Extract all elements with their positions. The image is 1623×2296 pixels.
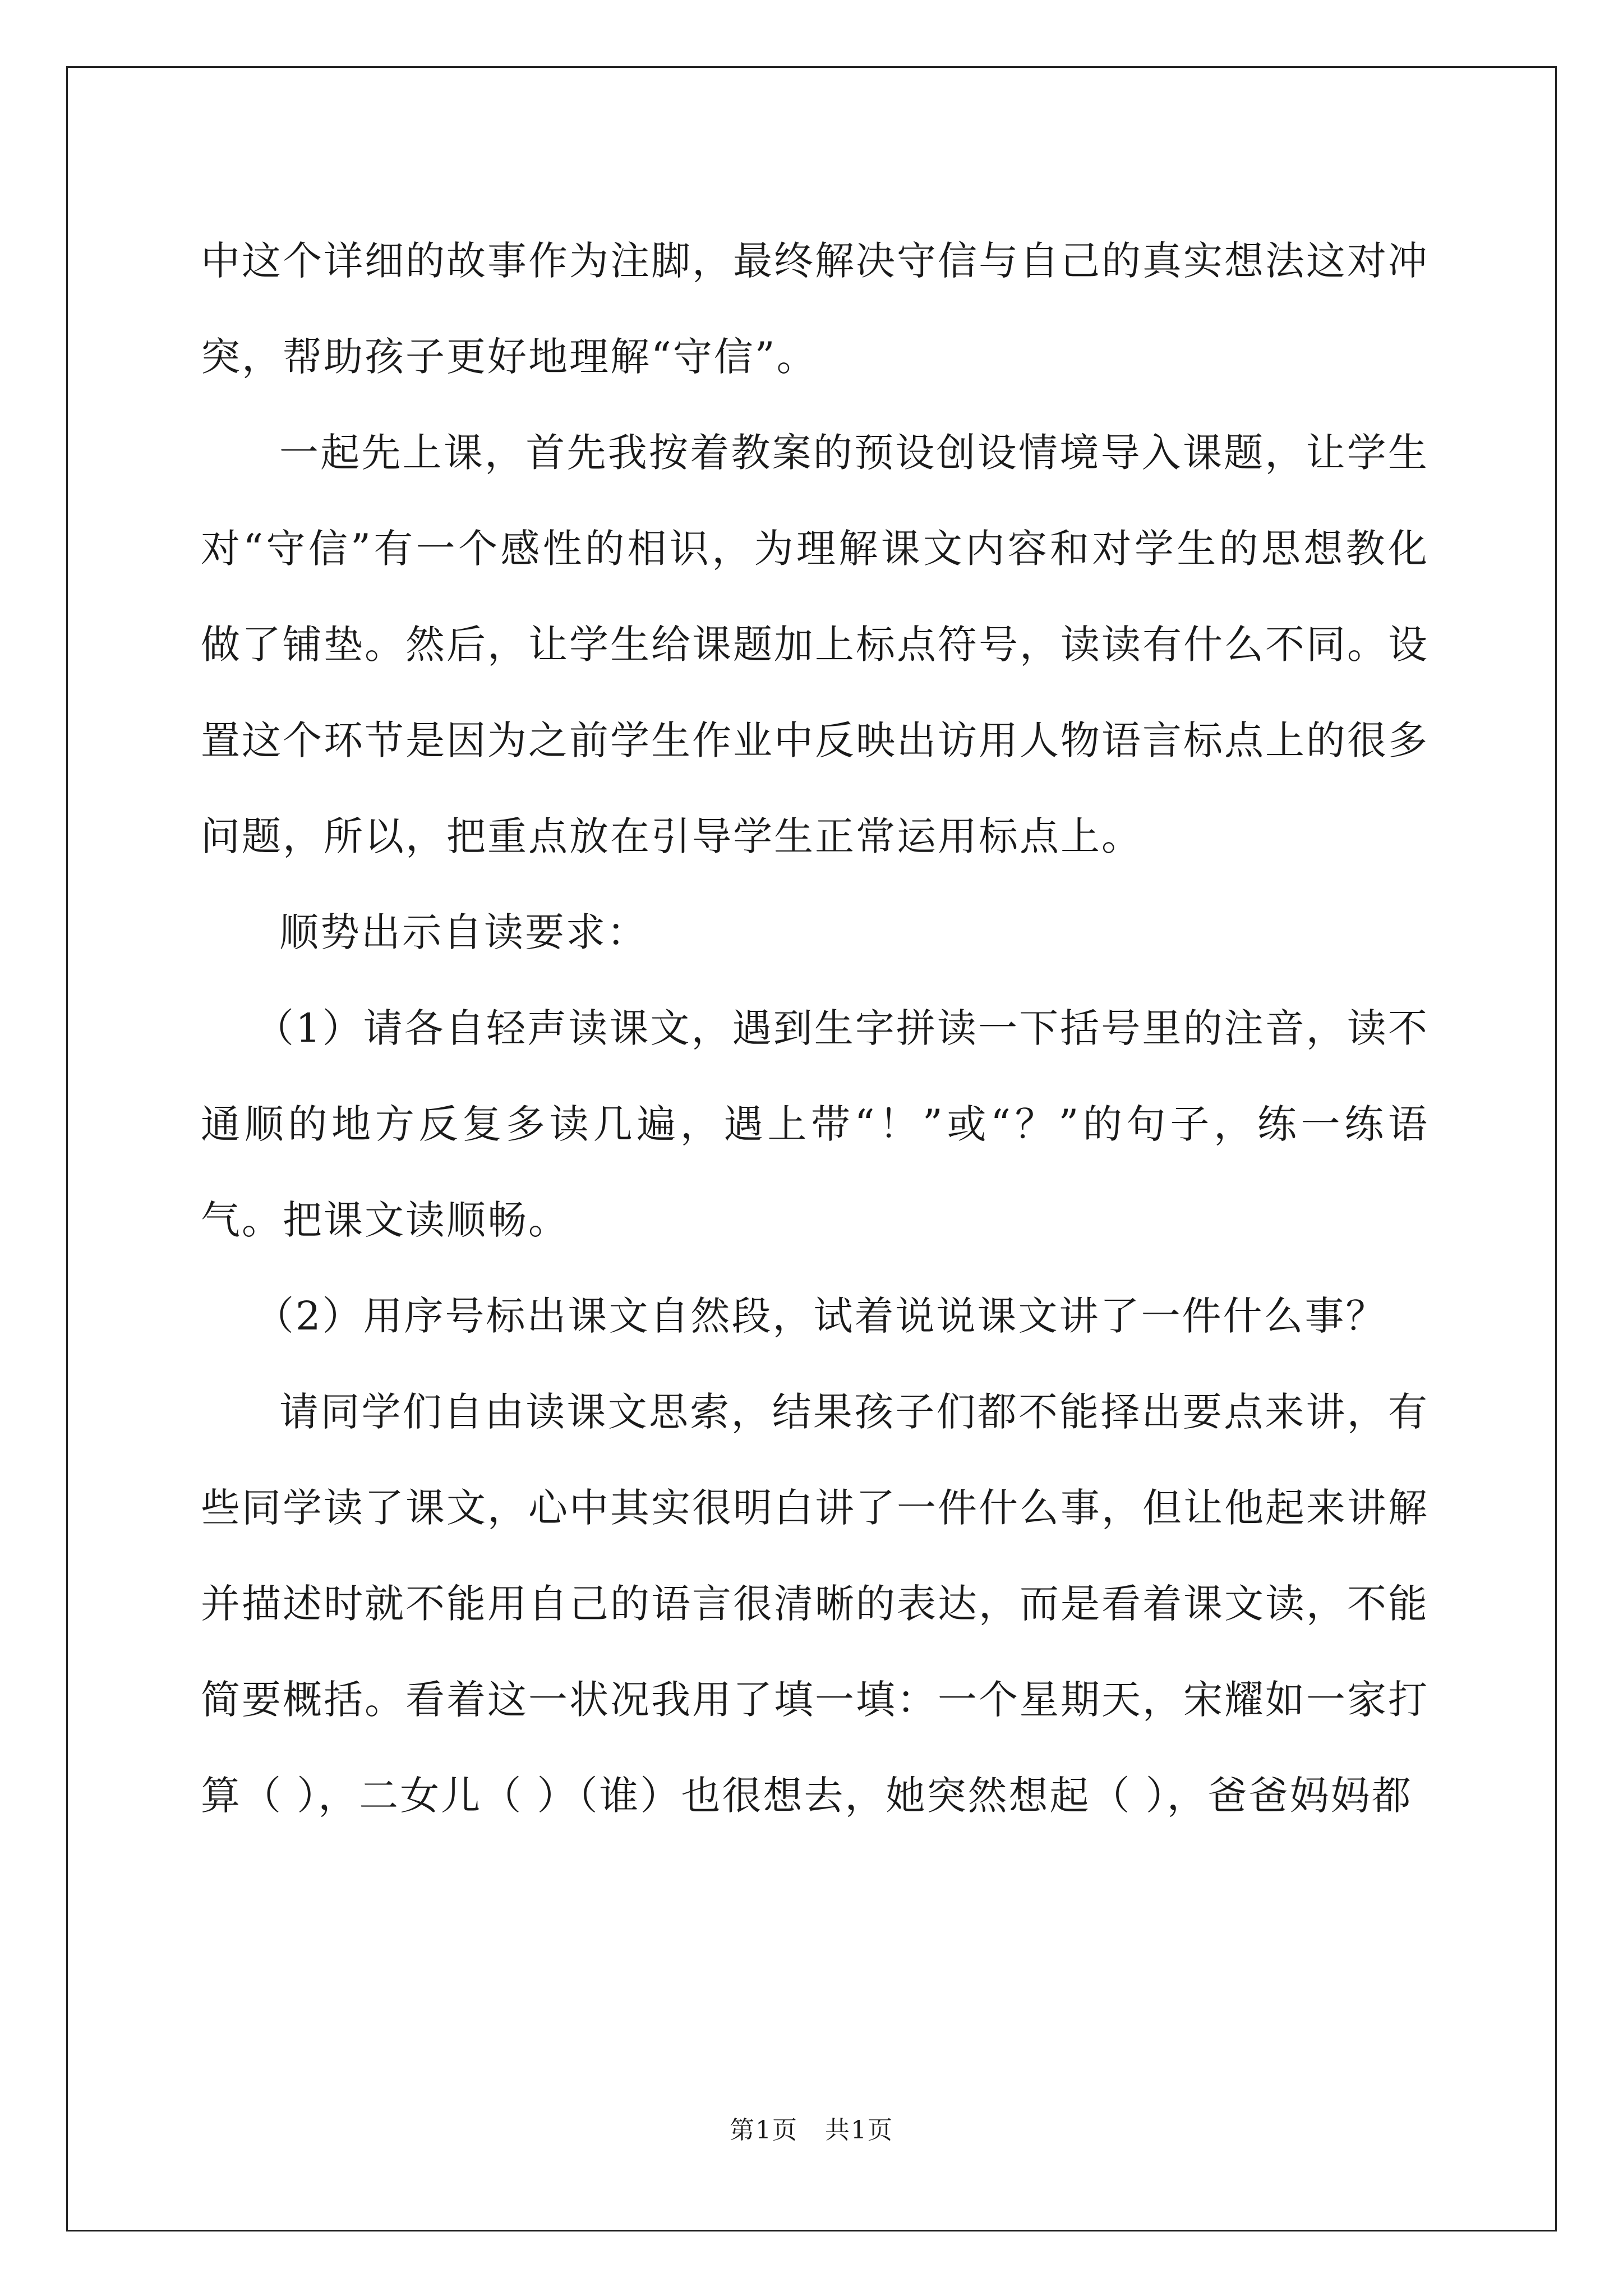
paragraph-5: （2）用序号标出课文自然段，试着说说课文讲了一件什么事？ [255,1293,1387,1339]
document-body [201,213,1429,1844]
paragraph-4: （1）请各自轻声读课文，遇到生字拼读一下括号里的注音，读不通顺的地方反复多读几遍，遇上带“！”或“？”的句子，练一练语气。把课文读顺畅。 [201,1005,1429,1243]
paragraph-2: 一起先上课，首先我按着教案的预设创设情境导入课题，让学生对“守信”有一个感性的相识，为理解课文内容和对学生的思想教化做了铺垫。然后，让学生给课题加上标点符号，读读有什么不同。设置这个环节是因为之前学生作业中反映出访用人物语言标点上的很多问题，所以，把重点放在引导学生正常运用标点上。 [201,430,1429,859]
paragraph-1: 中这个详细的故事作为注脚，最终解决守信与自己的真实想法这对冲突，帮助孩子更好地理解“守信”。 [201,238,1429,380]
paragraph-6: 请同学们自由读课文思索，结果孩子们都不能择出要点来讲，有些同学读了课文，心中其实很明白讲了一件什么事，但让他起来讲解并描述时就不能用自己的语言很清晰的表达，而是看着课文读，不能简要概括。看着这一状况我用了填一填：一个星期天，宋耀如一家打算（ ），二女儿（ ）（谁）也很想去，她突然想起（ ），爸爸妈妈都 [201,1389,1429,1819]
page-number-current: 第1页 [730,2116,798,2145]
paragraph-3: 顺势出示自读要求： [279,909,648,955]
page-number-total: 共1页 [825,2116,893,2145]
page-footer [0,2114,1623,2147]
